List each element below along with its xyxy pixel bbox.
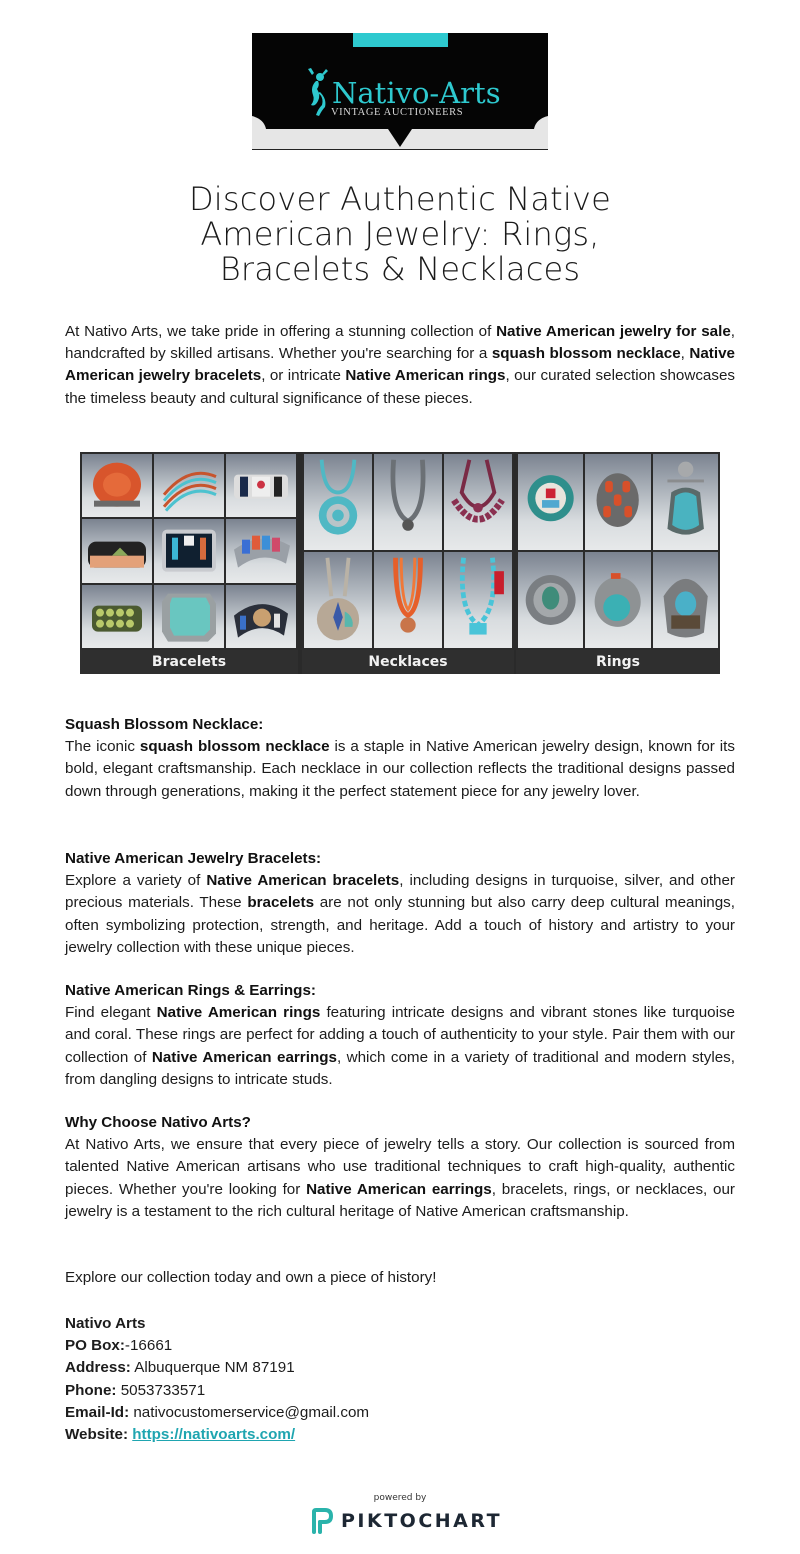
po-box-label: PO Box: bbox=[65, 1337, 125, 1355]
bold-keyword: Native American rings bbox=[156, 1004, 321, 1022]
bracelet-photo bbox=[82, 585, 152, 648]
contact-block bbox=[65, 1313, 565, 1446]
text-segment: is a staple in Native American jewelry design, known for its bold, elegant craftsmanship. Each necklace in our collection reflects the traditional designs passed down through generations, making it the perfect statement piece for any jewelry lover. bbox=[65, 738, 735, 800]
text-segment: , including designs in turquoise, silver, and other precious materials. These bbox=[65, 872, 735, 912]
section-body bbox=[65, 1136, 735, 1220]
text-segment: , which come in a variety of traditional and modern styles, from dangling designs to intricate studs. bbox=[65, 1048, 735, 1088]
website bbox=[65, 1424, 565, 1446]
text-segment: are not only stunning but also carry deep cultural meanings, often symbolizing protection, strength, and heritage. Add a touch of history and artistry to your jewelry collection with these unique pieces. bbox=[65, 894, 735, 956]
section-heading: Why Choose Nativo Arts? bbox=[65, 1114, 251, 1131]
piktochart-p-icon bbox=[311, 1508, 333, 1534]
bracelet-photo bbox=[226, 454, 296, 517]
website-label: Website: bbox=[65, 1426, 129, 1444]
logo-name: Nativo-Arts bbox=[332, 76, 501, 110]
piktochart-logo[interactable] bbox=[311, 1508, 502, 1534]
bracelet-photo bbox=[154, 454, 224, 517]
po-box bbox=[65, 1335, 565, 1357]
ring-photo bbox=[585, 454, 650, 550]
necklace-photo bbox=[444, 552, 512, 648]
bracelets-grid bbox=[80, 452, 298, 650]
bold-keyword: Native American rings bbox=[345, 367, 506, 385]
company-name-text: Nativo Arts bbox=[65, 1315, 146, 1332]
section-heading: Native American Jewelry Bracelets: bbox=[65, 850, 322, 867]
bold-keyword: Native American bracelets bbox=[206, 872, 400, 890]
bracelets-panel bbox=[80, 452, 298, 674]
bracelet-photo bbox=[154, 585, 224, 648]
text-segment: At Nativo Arts, we ensure that every piece of jewelry tells a story. Our collection is sourced from talented Native American artisans who use traditional techniques to craft high-quality, authentic pieces. Whether you're looking for bbox=[65, 1136, 735, 1198]
ring-photo bbox=[653, 454, 718, 550]
section-why-choose bbox=[65, 1112, 735, 1223]
necklaces-caption: Necklaces bbox=[302, 650, 514, 674]
bracelet-photo bbox=[82, 454, 152, 517]
rings-caption: Rings bbox=[516, 650, 720, 674]
phone-label: Phone: bbox=[65, 1381, 117, 1399]
website-link[interactable]: https://nativoarts.com/ bbox=[132, 1426, 296, 1444]
po-box-value: -16661 bbox=[124, 1337, 173, 1355]
text-segment: The iconic bbox=[65, 738, 140, 756]
necklace-photo bbox=[304, 454, 372, 550]
section-bracelets bbox=[65, 848, 735, 959]
nativo-arts-logo bbox=[252, 33, 548, 150]
phone bbox=[65, 1380, 565, 1402]
necklace-photo bbox=[444, 454, 512, 550]
bold-keyword: Native American jewelry for sale bbox=[496, 323, 731, 340]
piktochart-wordmark: PIKTOCHART bbox=[341, 1510, 503, 1532]
section-heading: Native American Rings & Earrings: bbox=[65, 982, 316, 999]
section-body bbox=[65, 738, 735, 799]
bracelet-photo bbox=[226, 519, 296, 582]
powered-by-text: powered by bbox=[373, 1493, 427, 1503]
email-value: nativocustomerservice@gmail.com bbox=[129, 1403, 370, 1421]
section-heading: Squash Blossom Necklace: bbox=[65, 716, 264, 733]
rings-grid bbox=[516, 452, 720, 650]
ring-photo bbox=[585, 552, 650, 648]
text-segment: At Nativo Arts, we take pride in offering a stunning collection of bbox=[65, 323, 497, 340]
bold-keyword: squash blossom necklace bbox=[491, 345, 681, 363]
address-label: Address: bbox=[65, 1359, 131, 1377]
phone-value: 5053733571 bbox=[116, 1381, 206, 1399]
bold-keyword: Native American earrings bbox=[306, 1180, 492, 1198]
text-segment: , bracelets, rings, or necklaces, our jewelry is a testament to the rich cultural heritage of Native American craftsmanship. bbox=[65, 1180, 735, 1220]
address-value: Albuquerque NM 87191 bbox=[130, 1359, 295, 1377]
section-body bbox=[65, 872, 735, 956]
necklaces-grid bbox=[302, 452, 514, 650]
section-squash-blossom bbox=[65, 714, 735, 803]
email-label: Email-Id: bbox=[65, 1403, 130, 1421]
necklace-photo bbox=[374, 552, 442, 648]
bracelet-photo bbox=[82, 519, 152, 582]
ring-photo bbox=[518, 552, 583, 648]
bold-keyword: bracelets bbox=[247, 894, 315, 912]
section-body bbox=[65, 1004, 735, 1088]
necklaces-panel bbox=[302, 452, 514, 674]
text-segment: , handcrafted by skilled artisans. Whether you're searching for a bbox=[65, 323, 735, 363]
company-name bbox=[65, 1313, 565, 1335]
jewelry-collage-image bbox=[80, 452, 720, 674]
bracelet-photo bbox=[154, 519, 224, 582]
text-segment: , bbox=[680, 345, 690, 363]
ring-photo bbox=[518, 454, 583, 550]
logo-tagline: VINTAGE AUCTIONEERS bbox=[331, 107, 464, 118]
address bbox=[65, 1357, 565, 1379]
rings-panel bbox=[516, 452, 720, 674]
bracelet-photo bbox=[226, 585, 296, 648]
necklace-photo bbox=[374, 454, 442, 550]
necklace-photo bbox=[304, 552, 372, 648]
text-segment: Find elegant bbox=[65, 1004, 157, 1022]
intro-paragraph bbox=[65, 321, 735, 410]
bold-keyword: Native American jewelry bracelets bbox=[65, 345, 735, 385]
bold-keyword: Native American earrings bbox=[151, 1048, 337, 1066]
text-segment: , or intricate bbox=[261, 367, 346, 385]
text-segment: featuring intricate designs and vibrant stones like turquoise and coral. These rings are perfect for adding a touch of authenticity to your style. Pair them with our collection of bbox=[65, 1004, 736, 1066]
closing-line: Explore our collection today and own a piece of history! bbox=[65, 1269, 437, 1286]
bold-keyword: squash blossom necklace bbox=[139, 738, 330, 756]
bracelets-caption: Bracelets bbox=[80, 650, 298, 674]
text-segment: , our curated selection showcases the timeless beauty and cultural significance of these pieces. bbox=[65, 367, 735, 407]
email bbox=[65, 1402, 565, 1424]
text-segment: Explore a variety of bbox=[65, 872, 207, 890]
page-title: Discover Authentic Native American Jewelry: Rings, Bracelets & Necklaces bbox=[188, 180, 612, 288]
section-rings-earrings bbox=[65, 980, 735, 1091]
ring-photo bbox=[653, 552, 718, 648]
